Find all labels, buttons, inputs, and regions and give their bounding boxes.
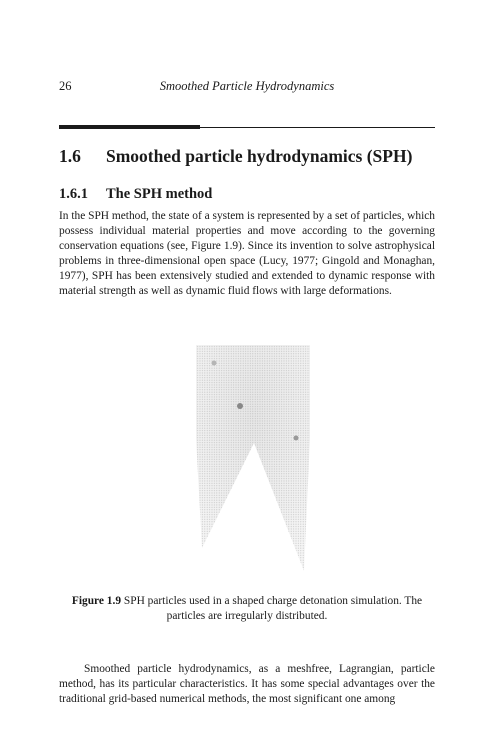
header-rule-thick <box>59 125 200 129</box>
section-title: Smoothed particle hydrodynamics (SPH) <box>106 146 413 166</box>
particle-cluster-right <box>294 436 299 441</box>
header-rule-thin <box>200 127 435 128</box>
body-paragraph-2: Smoothed particle hydrodynamics, as a meshfree, Lagrangian, particle method, has its particular characteristics. It has some special advantages over the traditional grid-based numerical methods, the most significant one among <box>59 663 435 706</box>
body-paragraph-1: In the SPH method, the state of a system is represented by a set of particles, which possess individual material properties and move according to the governing conservation equations (see, Figure 1.9). Since its invention to solve astrophysical problems in three-dimensional open space (Lucy, 1977; Gingold and Monaghan, 1977), SPH has been extensively studied and extended to dynamic response with material strength as well as dynamic fluid flows with large deformations. <box>59 210 435 298</box>
subsection-heading <box>59 186 212 203</box>
particle-region-dots <box>196 345 310 571</box>
particle-cluster-top <box>212 361 217 366</box>
page-number: 26 <box>59 79 72 93</box>
figure-label: Figure 1.9 <box>71 595 122 607</box>
running-title: Smoothed Particle Hydrodynamics <box>159 79 335 93</box>
subsection-title: The SPH method <box>106 186 213 202</box>
section-number: 1.6 <box>59 146 81 166</box>
subsection-number: 1.6.1 <box>59 186 88 202</box>
header-rule <box>59 125 435 129</box>
sph-particle-figure <box>194 343 312 571</box>
particle-cluster-left <box>237 403 243 409</box>
figure-caption <box>59 594 435 624</box>
section-heading <box>59 146 412 167</box>
running-header <box>59 79 435 95</box>
figure-caption-text: SPH particles used in a shaped charge detonation simulation. The particles are irregularly distributed. <box>121 595 423 623</box>
